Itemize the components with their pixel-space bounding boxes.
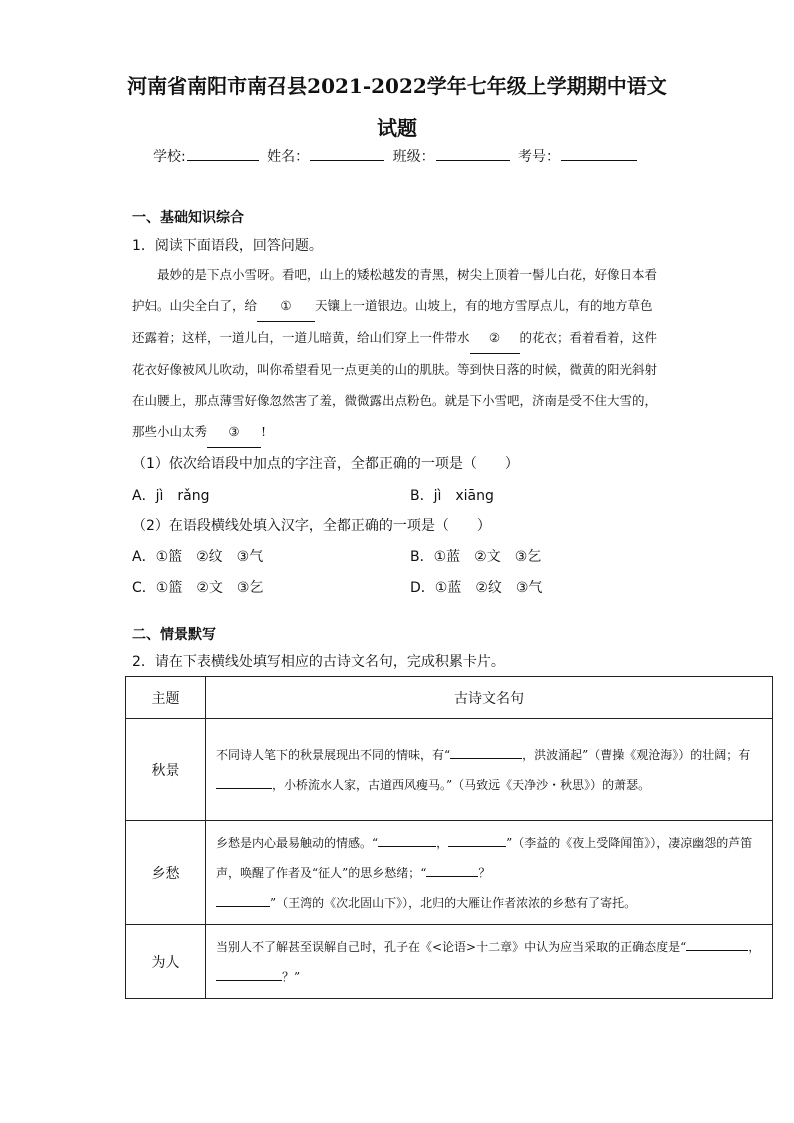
row-topic-homesick: 乡愁 xyxy=(126,821,206,925)
sub2-option-b[interactable]: B．①蓝 ②文 ③乞 xyxy=(410,549,542,565)
homesick-blank-3[interactable] xyxy=(426,864,478,877)
sub2-option-d[interactable]: D．①蓝 ②纹 ③气 xyxy=(410,580,543,596)
school-field[interactable] xyxy=(187,146,259,161)
page-title-line2: 试题 xyxy=(377,116,417,140)
sub2-option-a[interactable]: A．①篮 ②纹 ③气 xyxy=(132,549,264,565)
row-content-homesick xyxy=(206,821,773,925)
blank-3[interactable] xyxy=(207,416,261,448)
passage-part-1: 最妙的是下点小雪呀。看吧，山上的矮松越发的青黑，树尖上顶着一髻儿白花，好像日本看护妇。山尖全白了，给 xyxy=(132,267,658,313)
class-label: 班级： xyxy=(392,149,435,165)
autumn-text-3: ，小桥流水人家，古道西风瘦马。”（马致远《天净沙・秋思》）的萧瑟。 xyxy=(272,777,651,792)
passage-part-4: ! xyxy=(261,424,267,439)
conduct-text-1: 当别人不了解甚至误解自己时，孔子在《<论语>十二章》中认为应当采取的正确态度是“ xyxy=(216,939,687,954)
question-2-stem: 2．请在下表横线处填写相应的古诗文名句，完成积累卡片。 xyxy=(132,654,505,670)
homesick-blank-2[interactable] xyxy=(448,834,506,847)
homesick-text-4: ？ xyxy=(478,865,491,880)
autumn-text-1: 不同诗人笔下的秋景展现出不同的情味，有“ xyxy=(216,747,451,762)
autumn-blank-2[interactable] xyxy=(216,776,272,789)
student-info-row xyxy=(0,146,794,166)
table-row xyxy=(126,719,773,821)
homesick-text-1: 乡愁是内心最易触动的情感。“ xyxy=(216,835,379,850)
sub1-option-b[interactable]: B．jì xiāng xyxy=(410,488,494,504)
accumulation-card-table xyxy=(125,676,773,999)
name-field[interactable] xyxy=(310,146,384,161)
row-topic-autumn: 秋景 xyxy=(126,719,206,821)
homesick-text-5: ”（王湾的《次北固山下》），北归的大雁让作者浓浓的乡愁有了寄托。 xyxy=(270,895,637,910)
table-header-row xyxy=(126,677,773,719)
sub-question-1-stem: （1）依次给语段中加点的字注音，全都正确的一项是（ ） xyxy=(132,456,519,472)
name-label: 姓名： xyxy=(267,149,310,165)
row-content-conduct xyxy=(206,925,773,999)
autumn-blank-1[interactable] xyxy=(450,746,522,759)
page-title: 河南省南阳市南召县2021-2022学年七年级上学期期中语文 xyxy=(127,74,667,98)
class-field[interactable] xyxy=(436,146,510,161)
table-row xyxy=(126,925,773,999)
header-quotes: 古诗文名句 xyxy=(206,677,773,719)
table-row xyxy=(126,821,773,925)
homesick-blank-4[interactable] xyxy=(216,894,270,907)
homesick-text-2: ， xyxy=(436,835,449,850)
blank-3-marker: ③ xyxy=(228,424,240,439)
passage-part-3: 的花衣；看着看着，这件花衣好像被风儿吹动，叫你希望看见一点更美的山的肌肤。等到快日落的时候，微黄的阳光斜射在山腰上，那点薄雪好像忽然害了羞，微微露出点粉色。就是下小雪吧，济南是受不住大雪的，那些小山太秀 xyxy=(132,330,658,439)
sub1-option-a[interactable]: A．jì rǎng xyxy=(132,488,210,504)
header-topic: 主题 xyxy=(126,677,206,719)
reading-passage xyxy=(132,259,662,448)
school-label: 学校: xyxy=(152,149,186,165)
exam-number-field[interactable] xyxy=(561,146,637,161)
conduct-text-2: ， xyxy=(748,939,761,954)
row-content-autumn xyxy=(206,719,773,821)
question-1-stem: 1．阅读下面语段，回答问题。 xyxy=(132,238,323,254)
homesick-blank-1[interactable] xyxy=(378,834,436,847)
sub2-option-c[interactable]: C．①篮 ②文 ③乞 xyxy=(132,580,264,596)
row-topic-conduct: 为人 xyxy=(126,925,206,999)
blank-1[interactable] xyxy=(257,290,315,322)
homesick-text-3: ”（李益的《夜上受降闻笛》），凄凉幽怨的芦笛声，唤醒了作者及“征人”的思乡愁绪；“ xyxy=(216,835,753,880)
autumn-text-2: ，洪波涌起”（曹操《观沧海》）的壮阔；有 xyxy=(522,747,751,762)
conduct-blank-1[interactable] xyxy=(686,938,748,951)
section-2-heading: 二、情景默写 xyxy=(132,627,216,643)
passage-part-2: 天镶上一道银边。山坡上，有的地方雪厚点儿，有的地方草色还露着；这样，一道儿白，一道儿暗黄，给山们穿上一件带水 xyxy=(132,298,653,345)
blank-1-marker: ① xyxy=(280,298,292,313)
section-1-heading: 一、基础知识综合 xyxy=(132,210,244,226)
exam-number-label: 考号： xyxy=(518,149,561,165)
blank-2[interactable] xyxy=(470,322,520,354)
conduct-blank-2[interactable] xyxy=(216,968,282,981)
conduct-text-3: ？” xyxy=(282,969,301,984)
blank-2-marker: ② xyxy=(488,330,501,345)
sub-question-2-stem: （2）在语段横线处填入汉字，全都正确的一项是（ ） xyxy=(132,518,491,534)
